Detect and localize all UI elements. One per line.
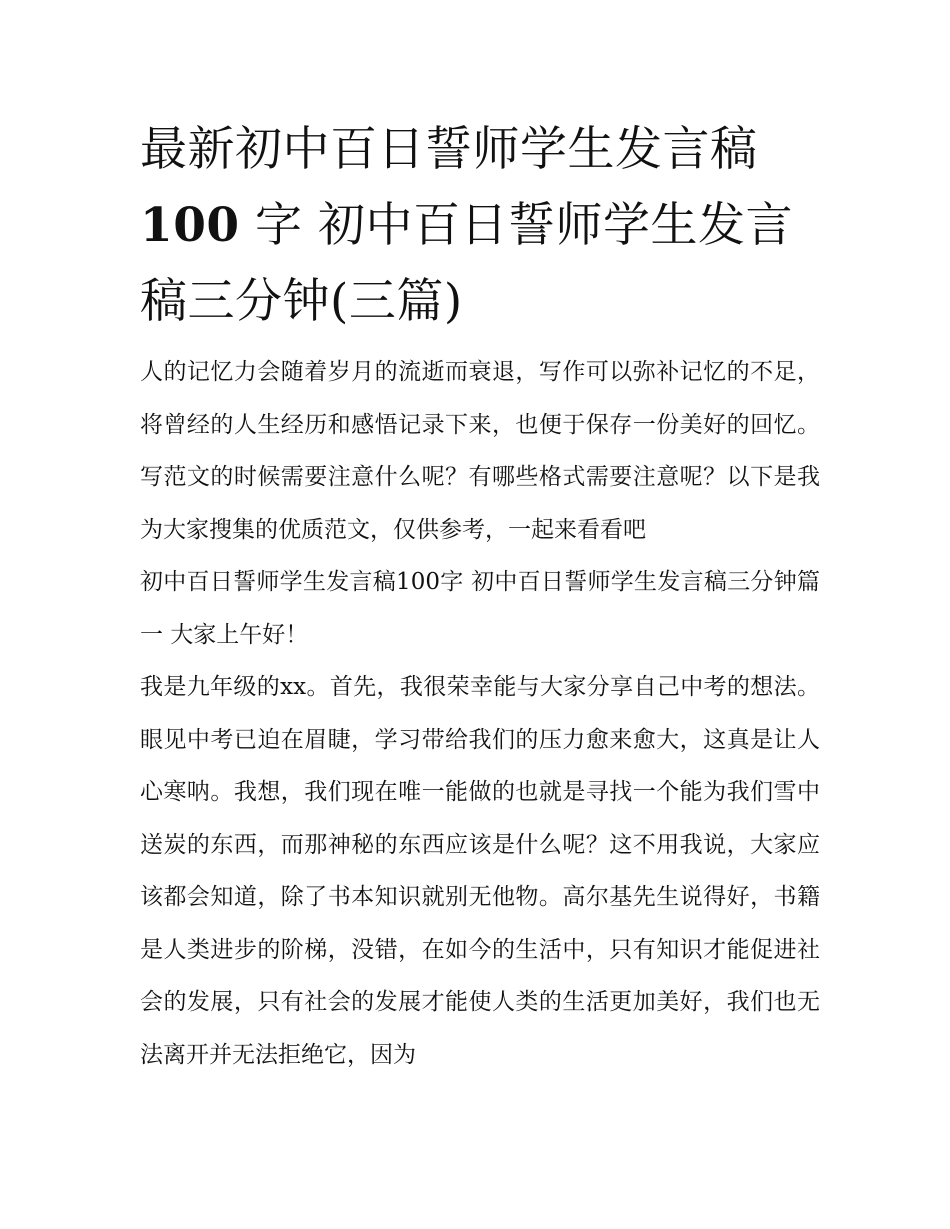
body-paragraph: 我是九年级的xx。首先，我很荣幸能与大家分享自己中考的想法。眼见中考已迫在眉睫，学习带给我们的压力愈来愈大，这真是让人心寒呐。我想，我们现在唯一能做的也就是寻找一个能为我们雪中送炭的东西，而那神秘的东西应该是什么呢？这不用我说，大家应该都会知道，除了书本知识就别无他物。高尔基先生说得好，书籍是人类进步的阶梯，没错，在如今的生活中，只有知识才能促进社会的发展，只有社会的发展才能使人类的生活更加美好，我们也无法离开并无法拒绝它，因为 <box>140 674 820 1068</box>
document-title <box>140 112 820 340</box>
intro-paragraph: 人的记忆力会随着岁月的流逝而衰退，写作可以弥补记忆的不足，将曾经的人生经历和感悟记录下来，也便于保存一份美好的回忆。写范文的时候需要注意什么呢？有哪些格式需要注意呢？以下是我为大家搜集的优质范文，仅供参考，一起来看看吧 <box>140 359 820 543</box>
title-text-part1: 最新初中百日誓师学生发言稿 <box>140 122 758 177</box>
section-heading-paragraph: 初中百日誓师学生发言稿100字 初中百日誓师学生发言稿三分钟篇一 大家上午好！ <box>140 569 820 648</box>
title-number: 100 <box>140 198 240 253</box>
document-page <box>140 112 820 1081</box>
title-text-part2: 字 初中百日誓师学生发言稿三分钟(三篇) <box>140 198 793 329</box>
